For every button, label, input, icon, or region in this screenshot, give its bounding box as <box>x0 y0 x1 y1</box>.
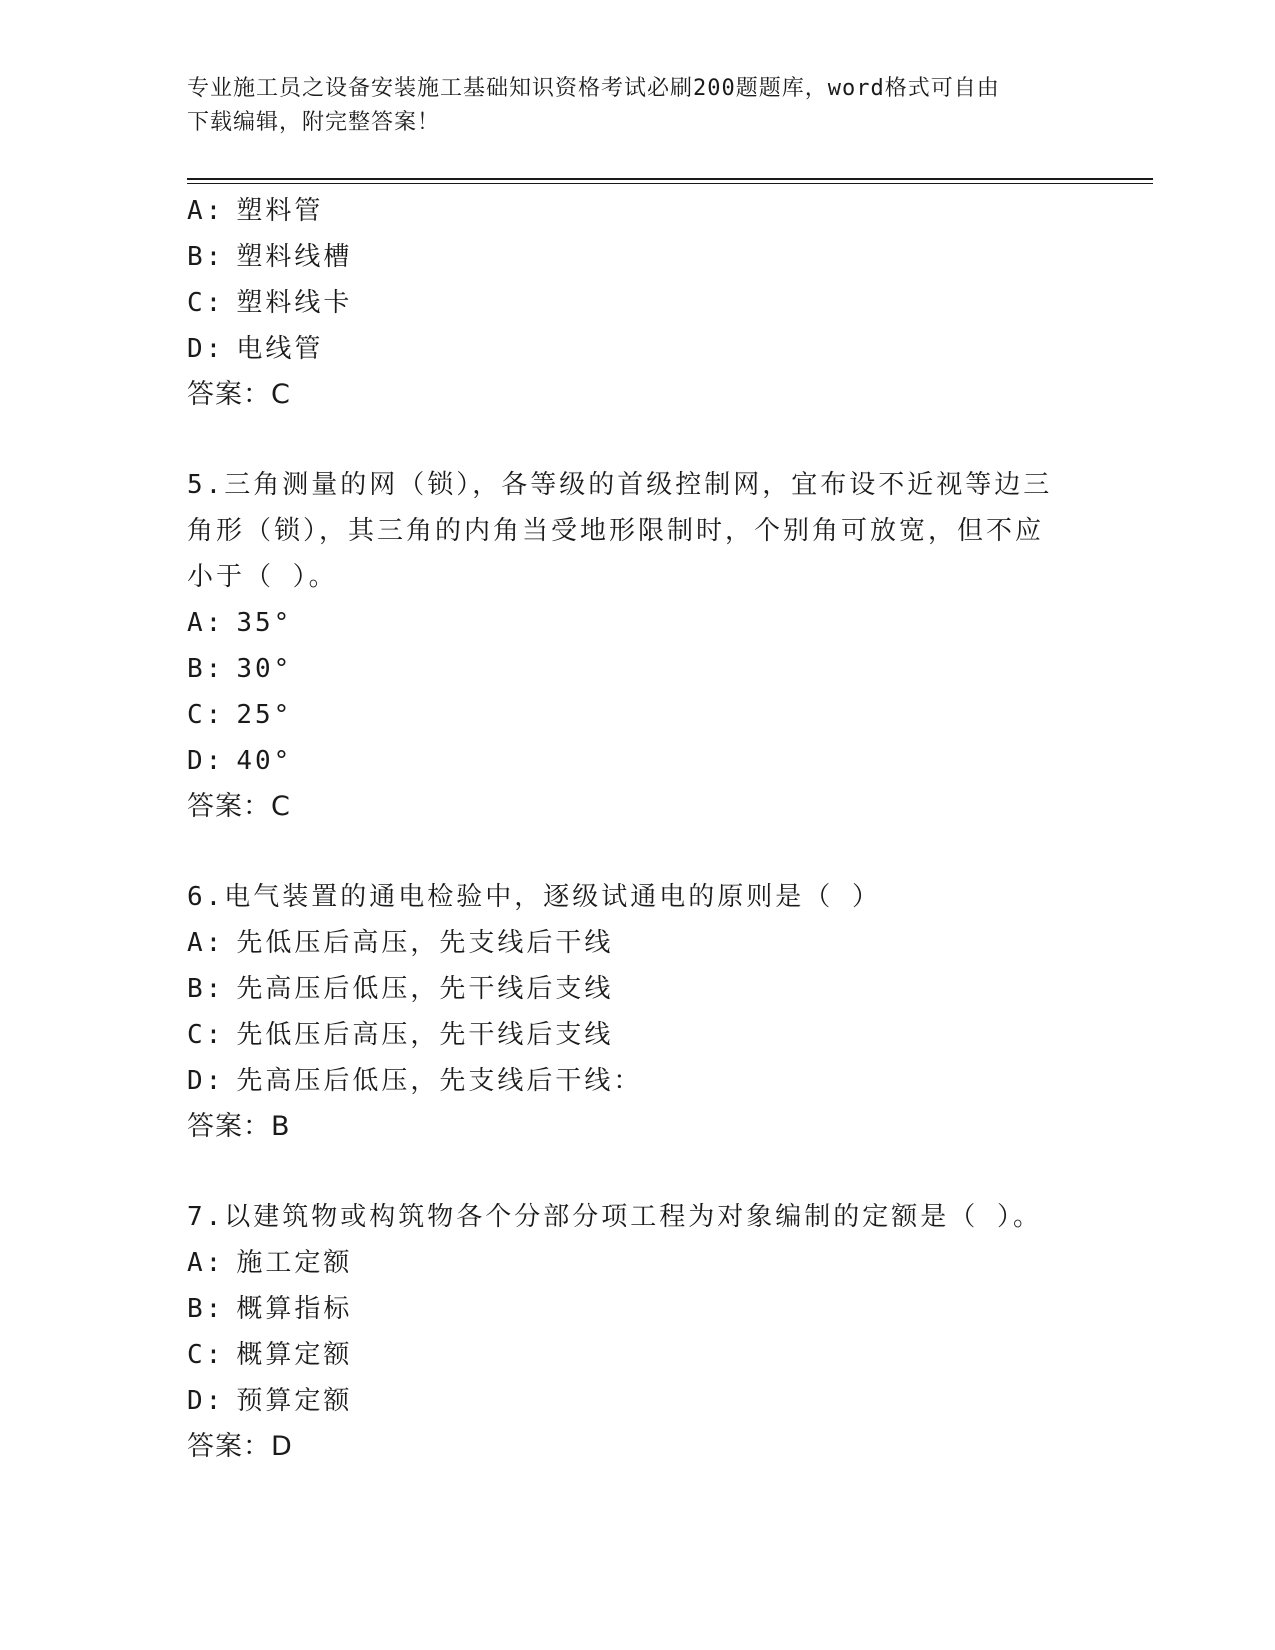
option-a <box>187 600 1087 646</box>
question-6 <box>187 874 1087 1150</box>
header-line-2: 下载编辑，附完整答案！ <box>187 110 441 135</box>
answer-line: 答案：C <box>187 379 291 410</box>
option-text: 电线管 <box>236 334 324 364</box>
option-key: C: <box>187 288 225 318</box>
question-stem-line: 5.三角测量的网（锁），各等级的首级控制网，宜布设不近视等边三 <box>187 470 1053 500</box>
option-key: C: <box>187 700 225 730</box>
option-key: D: <box>187 1066 225 1096</box>
option-b <box>187 1286 1087 1332</box>
answer-line: 答案：C <box>187 791 291 822</box>
question-stem-line: 角形（锁），其三角的内角当受地形限制时，个别角可放宽，但不应 <box>187 516 1045 546</box>
spacer <box>187 830 1087 874</box>
question-5 <box>187 462 1087 830</box>
option-b <box>187 646 1087 692</box>
spacer <box>187 1150 1087 1194</box>
question-stem-line: 7.以建筑物或构筑物各个分部分项工程为对象编制的定额是（ ）。 <box>187 1202 1042 1232</box>
option-text: 塑料线卡 <box>236 288 353 318</box>
option-d <box>187 326 1087 372</box>
option-a <box>187 1240 1087 1286</box>
header-rule-thin <box>187 183 1153 184</box>
option-text: 概算定额 <box>236 1340 353 1370</box>
question-stem-line: 6.电气装置的通电检验中，逐级试通电的原则是（ ） <box>187 882 881 912</box>
option-text: 先高压后低压，先支线后干线： <box>236 1066 643 1096</box>
spacer <box>187 418 1087 462</box>
option-text: 先低压后高压，先干线后支线 <box>236 1020 614 1050</box>
answer-line: 答案：B <box>187 1111 291 1142</box>
page-header <box>187 72 1087 140</box>
option-key: B: <box>187 1294 225 1324</box>
option-c <box>187 692 1087 738</box>
question-stem-line: 小于（ ）。 <box>187 562 338 592</box>
option-key: B: <box>187 242 225 272</box>
option-text: 塑料线槽 <box>236 242 353 272</box>
question-4 <box>187 188 1087 418</box>
option-c <box>187 280 1087 326</box>
option-key: B: <box>187 974 225 1004</box>
header-line-1: 专业施工员之设备安装施工基础知识资格考试必刷200题题库，word格式可自由 <box>187 76 1000 101</box>
option-key: A: <box>187 608 225 638</box>
option-key: D: <box>187 1386 225 1416</box>
option-d <box>187 738 1087 784</box>
option-text: 先高压后低压，先干线后支线 <box>236 974 614 1004</box>
option-a <box>187 188 1087 234</box>
option-text: 预算定额 <box>236 1386 353 1416</box>
option-d <box>187 1378 1087 1424</box>
option-key: A: <box>187 1248 225 1278</box>
option-text: 先低压后高压，先支线后干线 <box>236 928 614 958</box>
option-a <box>187 920 1087 966</box>
option-key: D: <box>187 746 225 776</box>
option-text: 40° <box>236 746 293 776</box>
question-7 <box>187 1194 1087 1470</box>
option-key: C: <box>187 1020 225 1050</box>
option-c <box>187 1012 1087 1058</box>
option-key: A: <box>187 196 225 226</box>
option-key: C: <box>187 1340 225 1370</box>
option-text: 塑料管 <box>236 196 324 226</box>
option-b <box>187 966 1087 1012</box>
header-rule-thick <box>187 178 1153 180</box>
option-key: B: <box>187 654 225 684</box>
option-text: 概算指标 <box>236 1294 353 1324</box>
option-d <box>187 1058 1087 1104</box>
option-text: 25° <box>236 700 293 730</box>
option-key: D: <box>187 334 225 364</box>
answer-line: 答案：D <box>187 1431 293 1462</box>
option-b <box>187 234 1087 280</box>
option-text: 施工定额 <box>236 1248 353 1278</box>
option-text: 30° <box>236 654 293 684</box>
option-key: A: <box>187 928 225 958</box>
question-content <box>187 188 1087 1470</box>
option-c <box>187 1332 1087 1378</box>
option-text: 35° <box>236 608 293 638</box>
